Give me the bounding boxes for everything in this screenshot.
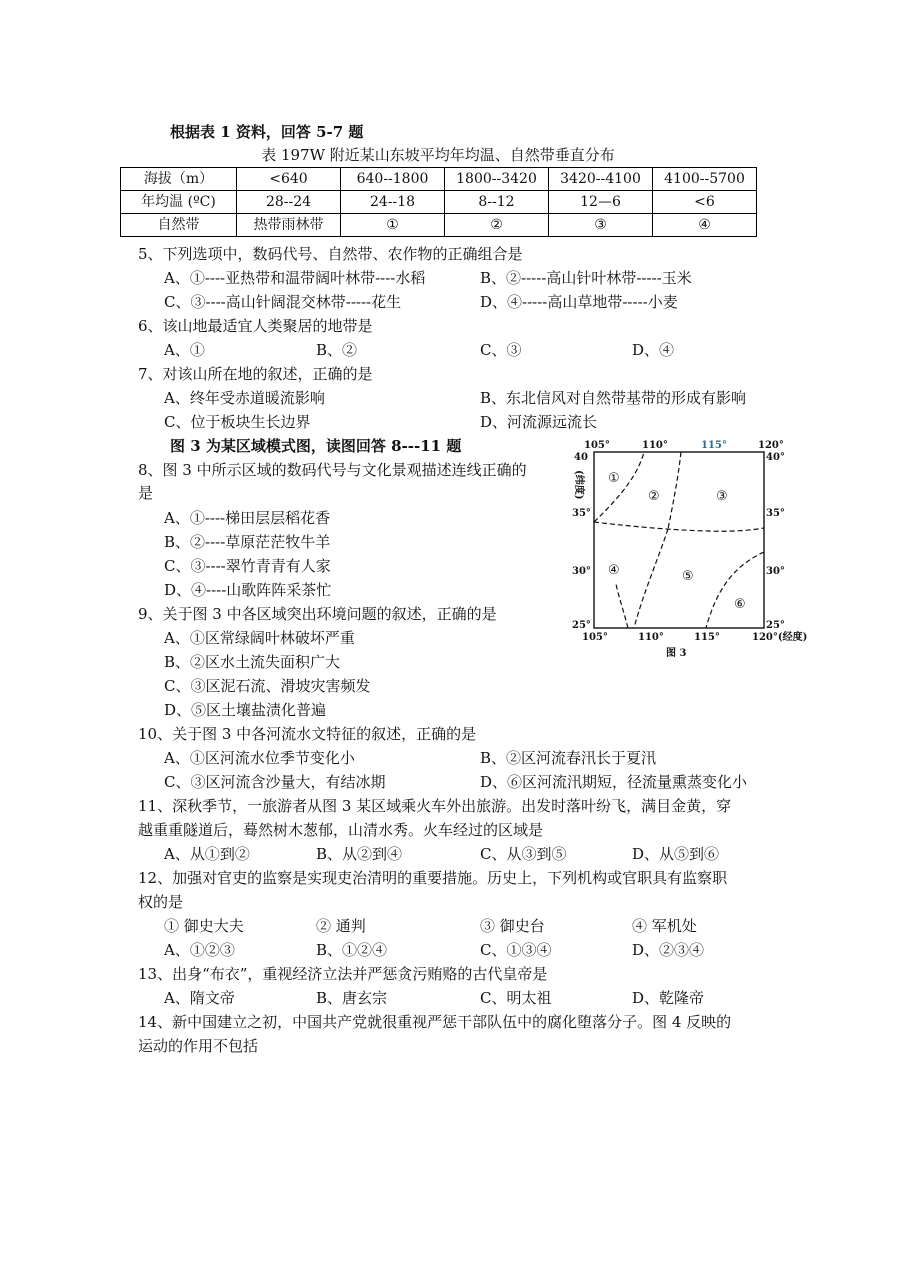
boundary-4-5 xyxy=(634,529,668,628)
question-12-item-1: ① 御史大夫 xyxy=(164,917,244,935)
question-12-item-4: ④ 军机处 xyxy=(632,917,697,935)
map-top-lon-label: 115° xyxy=(701,440,727,451)
question-8-option-b: B、②----草原茫茫牧牛羊 xyxy=(164,533,331,551)
map-left-lat-label: 35° xyxy=(572,508,591,519)
question-5-option-b: B、②-----高山针叶林带-----玉米 xyxy=(480,269,692,287)
question-5-stem: 5、下列选项中，数码代号、自然带、农作物的正确组合是 xyxy=(138,245,523,263)
table-cell: 28--24 xyxy=(237,191,341,214)
table-cell: 12—6 xyxy=(549,191,653,214)
table-cell: ① xyxy=(341,214,445,237)
map-bottom-lon-label: 105° xyxy=(582,632,608,643)
map-region-1: ① xyxy=(608,471,620,486)
question-11-option-c: C、从③到⑤ xyxy=(480,845,567,863)
section-intro-5-7: 根据表 1 资料，回答 5-7 题 xyxy=(170,123,364,141)
boundary-4-left xyxy=(616,584,628,628)
table-caption: 表 197W 附近某山东坡平均年均温、自然带垂直分布 xyxy=(261,146,615,164)
question-11-stem: 11、深秋季节，一旅游者从图 3 某区域乘火车外出旅游。出发时落叶纷飞，满目金黄，穿 xyxy=(138,797,732,815)
map-region-3: ③ xyxy=(716,489,728,504)
question-9-option-c: C、③区泥石流、滑坡灾害频发 xyxy=(164,677,371,695)
map-top-lon-label: 110° xyxy=(642,440,668,451)
map-bottom-lon-label: 110° xyxy=(638,632,664,643)
question-11-option-b: B、从②到④ xyxy=(316,845,403,863)
table-cell: 热带雨林带 xyxy=(237,214,341,237)
table-cell: <640 xyxy=(237,168,341,191)
question-5-option-c: C、③----高山针阔混交林带-----花生 xyxy=(164,293,402,311)
map-region-4: ④ xyxy=(608,563,620,578)
map-top-lon-label: 120° xyxy=(758,440,784,451)
question-6-stem: 6、该山地最适宜人类聚居的地带是 xyxy=(138,317,373,335)
table-cell: 3420--4100 xyxy=(549,168,653,191)
question-7-option-b: B、东北信风对自然带基带的形成有影响 xyxy=(480,389,747,407)
map-caption: 图 3 xyxy=(666,648,687,659)
question-5-option-a: A、①----亚热带和温带阔叶林带----水稻 xyxy=(164,269,426,287)
region-map xyxy=(568,434,814,666)
question-11-stem-cont: 越重重隧道后，蓦然树木葱郁，山清水秀。火车经过的区域是 xyxy=(138,821,544,839)
table-cell: <6 xyxy=(653,191,757,214)
question-10-option-a: A、①区河流水位季节变化小 xyxy=(164,749,355,767)
question-9-option-b: B、②区水土流失面积广大 xyxy=(164,653,341,671)
question-13-option-a: A、隋文帝 xyxy=(164,989,235,1007)
question-14-stem-cont: 运动的作用不包括 xyxy=(138,1037,259,1055)
table-cell: ② xyxy=(445,214,549,237)
map-right-lat-label: 25° xyxy=(766,620,785,631)
boundary-1-2 xyxy=(594,452,644,522)
map-region-2: ② xyxy=(648,489,660,504)
question-9-option-a: A、①区常绿阔叶林破坏严重 xyxy=(164,629,355,647)
question-12-option-d: D、②③④ xyxy=(632,941,705,959)
table-cell: 8--12 xyxy=(445,191,549,214)
table-row xyxy=(121,168,757,191)
question-9-option-d: D、⑤区土壤盐渍化普遍 xyxy=(164,701,327,719)
table-cell: 自然带 xyxy=(121,214,237,237)
map-right-lat-label: 40° xyxy=(766,452,785,463)
table-cell: ④ xyxy=(653,214,757,237)
question-8-option-d: D、④----山歌阵阵采茶忙 xyxy=(164,581,332,599)
table-cell: 640--1800 xyxy=(341,168,445,191)
table-row xyxy=(121,191,757,214)
question-7-stem: 7、对该山所在地的叙述，正确的是 xyxy=(138,365,373,383)
question-6-option-a: A、① xyxy=(164,341,205,359)
question-10-option-d: D、⑥区河流汛期短，径流量熏蒸变化小 xyxy=(480,773,748,791)
map-bottom-lon-label: 115° xyxy=(694,632,720,643)
map-left-lat-label: 25° xyxy=(572,620,591,631)
map-right-lat-label: 30° xyxy=(766,566,785,577)
question-10-stem: 10、关于图 3 中各河流水文特征的叙述，正确的是 xyxy=(138,725,477,743)
question-11-option-d: D、从⑤到⑥ xyxy=(632,845,720,863)
question-5-option-d: D、④-----高山草地带-----小麦 xyxy=(480,293,678,311)
question-11-option-a: A、从①到② xyxy=(164,845,250,863)
question-13-option-c: C、明太祖 xyxy=(480,989,552,1007)
question-6-option-d: D、④ xyxy=(632,341,675,359)
question-8-stem-cont: 是 xyxy=(138,484,154,502)
question-7-option-c: C、位于板块生长边界 xyxy=(164,413,311,431)
question-12-stem: 12、加强对官吏的监察是实现吏治清明的重要措施。历史上，下列机构或官职具有监察职 xyxy=(138,869,728,887)
map-region-6: ⑥ xyxy=(734,597,746,612)
question-7-option-a: A、终年受赤道暖流影响 xyxy=(164,389,325,407)
question-10-option-c: C、③区河流含沙量大，有结冰期 xyxy=(164,773,386,791)
question-7-option-d: D、河流源远流长 xyxy=(480,413,598,431)
region-map-figure xyxy=(568,434,814,666)
question-12-option-c: C、①③④ xyxy=(480,941,552,959)
question-10-option-b: B、②区河流春汛长于夏汛 xyxy=(480,749,657,767)
map-left-lat-label: 40 xyxy=(574,452,588,463)
question-12-stem-cont: 权的是 xyxy=(138,893,184,911)
map-region-5: ⑤ xyxy=(682,569,694,584)
table-cell: 24--18 xyxy=(341,191,445,214)
question-8-stem: 8、图 3 中所示区域的数码代号与文化景观描述连线正确的 xyxy=(138,461,527,479)
altitude-table xyxy=(120,167,757,237)
table-cell: 4100--5700 xyxy=(653,168,757,191)
question-13-stem: 13、出身“布衣”，重视经济立法并严惩贪污贿赂的古代皇帝是 xyxy=(138,965,548,983)
table-cell: 海拔（m） xyxy=(121,168,237,191)
question-12-option-b: B、①②④ xyxy=(316,941,388,959)
boundary-35 xyxy=(594,522,764,531)
question-8-option-c: C、③----翠竹青青有人家 xyxy=(164,557,331,575)
table-cell: 1800--3420 xyxy=(445,168,549,191)
question-13-option-b: B、唐玄宗 xyxy=(316,989,388,1007)
map-bottom-lon-label: 120°(经度) xyxy=(752,632,808,643)
question-12-option-a: A、①②③ xyxy=(164,941,235,959)
map-top-lon-label: 105° xyxy=(584,440,610,451)
question-6-option-c: C、③ xyxy=(480,341,522,359)
map-left-lat-label: 30° xyxy=(572,566,591,577)
question-12-item-2: ② 通判 xyxy=(316,917,366,935)
table-row xyxy=(121,214,757,237)
table-cell: 年均温 (ºC) xyxy=(121,191,237,214)
map-right-lat-label: 35° xyxy=(766,508,785,519)
boundary-5-6 xyxy=(706,552,764,628)
table-cell: ③ xyxy=(549,214,653,237)
question-9-stem: 9、关于图 3 中各区域突出环境问题的叙述，正确的是 xyxy=(138,605,497,623)
question-12-item-3: ③ 御史台 xyxy=(480,917,545,935)
question-13-option-d: D、乾隆帝 xyxy=(632,989,705,1007)
question-14-stem: 14、新中国建立之初，中国共产党就很重视严惩干部队伍中的腐化堕落分子。图 4 反映的 xyxy=(138,1013,732,1031)
boundary-2-3 xyxy=(668,452,681,529)
section-intro-8-11: 图 3 为某区域模式图，读图回答 8---11 题 xyxy=(170,437,462,455)
map-lat-axis-label: (纬度) xyxy=(573,470,584,500)
question-8-option-a: A、①----梯田层层稻花香 xyxy=(164,509,331,527)
question-6-option-b: B、② xyxy=(316,341,358,359)
